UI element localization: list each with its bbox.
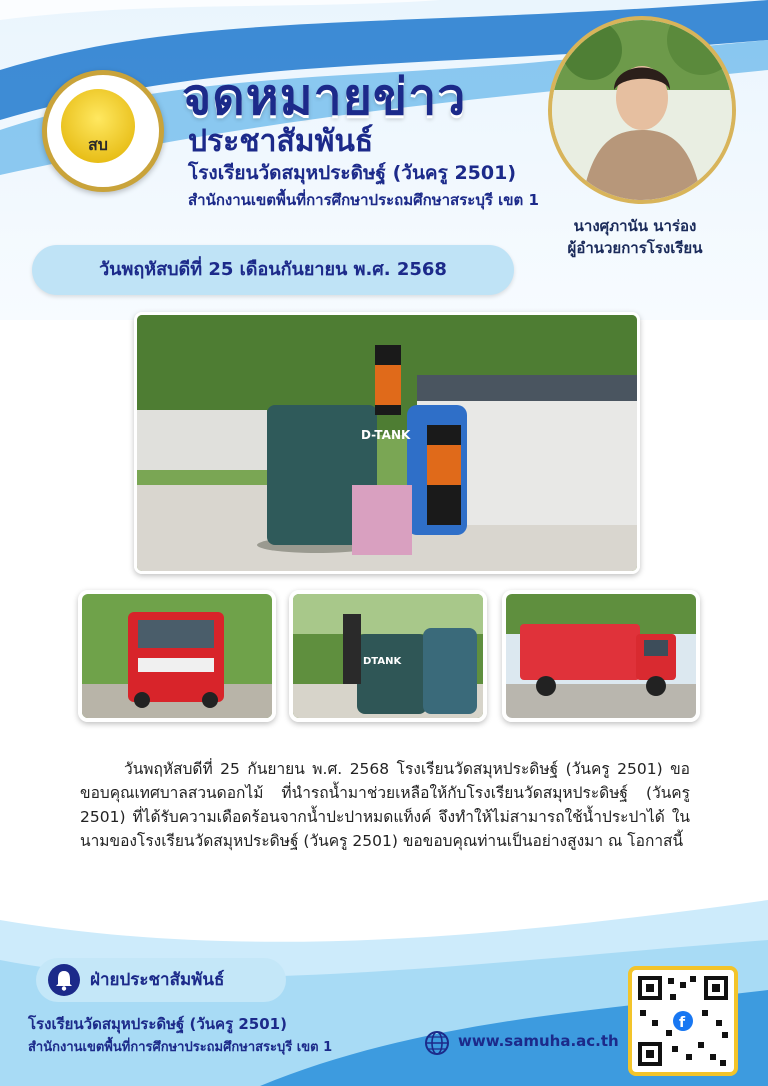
director-portrait [548,16,736,204]
photo-fire-truck [78,590,276,722]
date-banner [32,245,514,295]
bell-icon [48,964,80,996]
newsletter-subtitle: ประชาสัมพันธ์ [188,124,374,159]
date-text: วันพฤหัสบดีที่ 25 เดือนกันยายน พ.ศ. 2568 [99,259,447,280]
news-body [80,757,690,853]
qr-code[interactable] [628,966,738,1076]
department-label: ฝ่ายประชาสัมพันธ์ [90,970,225,990]
director-title: ผู้อำนวยการโรงเรียน [567,239,703,257]
website-link[interactable] [424,1030,619,1060]
footer-office-name: สำนักงานเขตพื้นที่การศึกษาประถมศึกษาสระบุรี เขต 1 [28,1040,333,1055]
svg-text:f: f [679,1015,686,1031]
logo-text: สบ [88,135,108,154]
header-office-name: สำนักงานเขตพื้นที่การศึกษาประถมศึกษาสระบุรี เขต 1 [188,191,539,209]
header-school-name: โรงเรียนวัดสมุหประดิษฐ์ (วันครู 2501) [188,162,517,184]
school-logo [42,70,164,192]
website-url[interactable]: www.samuha.ac.th [458,1032,619,1050]
photo-tanker-truck [502,590,700,722]
newsletter-title: จดหมายข่าว [182,68,467,126]
main-photo [134,312,640,574]
footer-school-name: โรงเรียนวัดสมุหประดิษฐ์ (วันครู 2501) [28,1015,287,1033]
photo-water-tanks [289,590,487,722]
news-body-text: วันพฤหัสบดีที่ 25 กันยายน พ.ศ. 2568 โรงเรียนวัดสมุหประดิษฐ์ (วันครู 2501) ขอขอบคุณเทศบาลสวนดอกไม้ ที่นำรถน้ำมาช่วยเหลือให้กับโรงเรียนวัดสมุหประดิษฐ์ (วันครู 2501) ที่ได้รับความเดือดร้อนจากน้ำปะปาหมดแท็งค์ จึงทำให้ไม่สามารถใช้น้ำประปาได้ ในนามของโรงเรียนวัดสมุหประดิษฐ์ (วันครู 2501) ขอขอบคุณท่านเป็นอย่างสูงมา ณ โอกาสนี้ [80,760,690,850]
globe-icon [424,1030,450,1056]
director-name: นางศุภานัน นาร่อง [573,217,697,235]
thumb-tank-label: DTANK [363,656,402,667]
main-tank-label: D-TANK [361,428,411,442]
department-badge [36,958,286,1002]
